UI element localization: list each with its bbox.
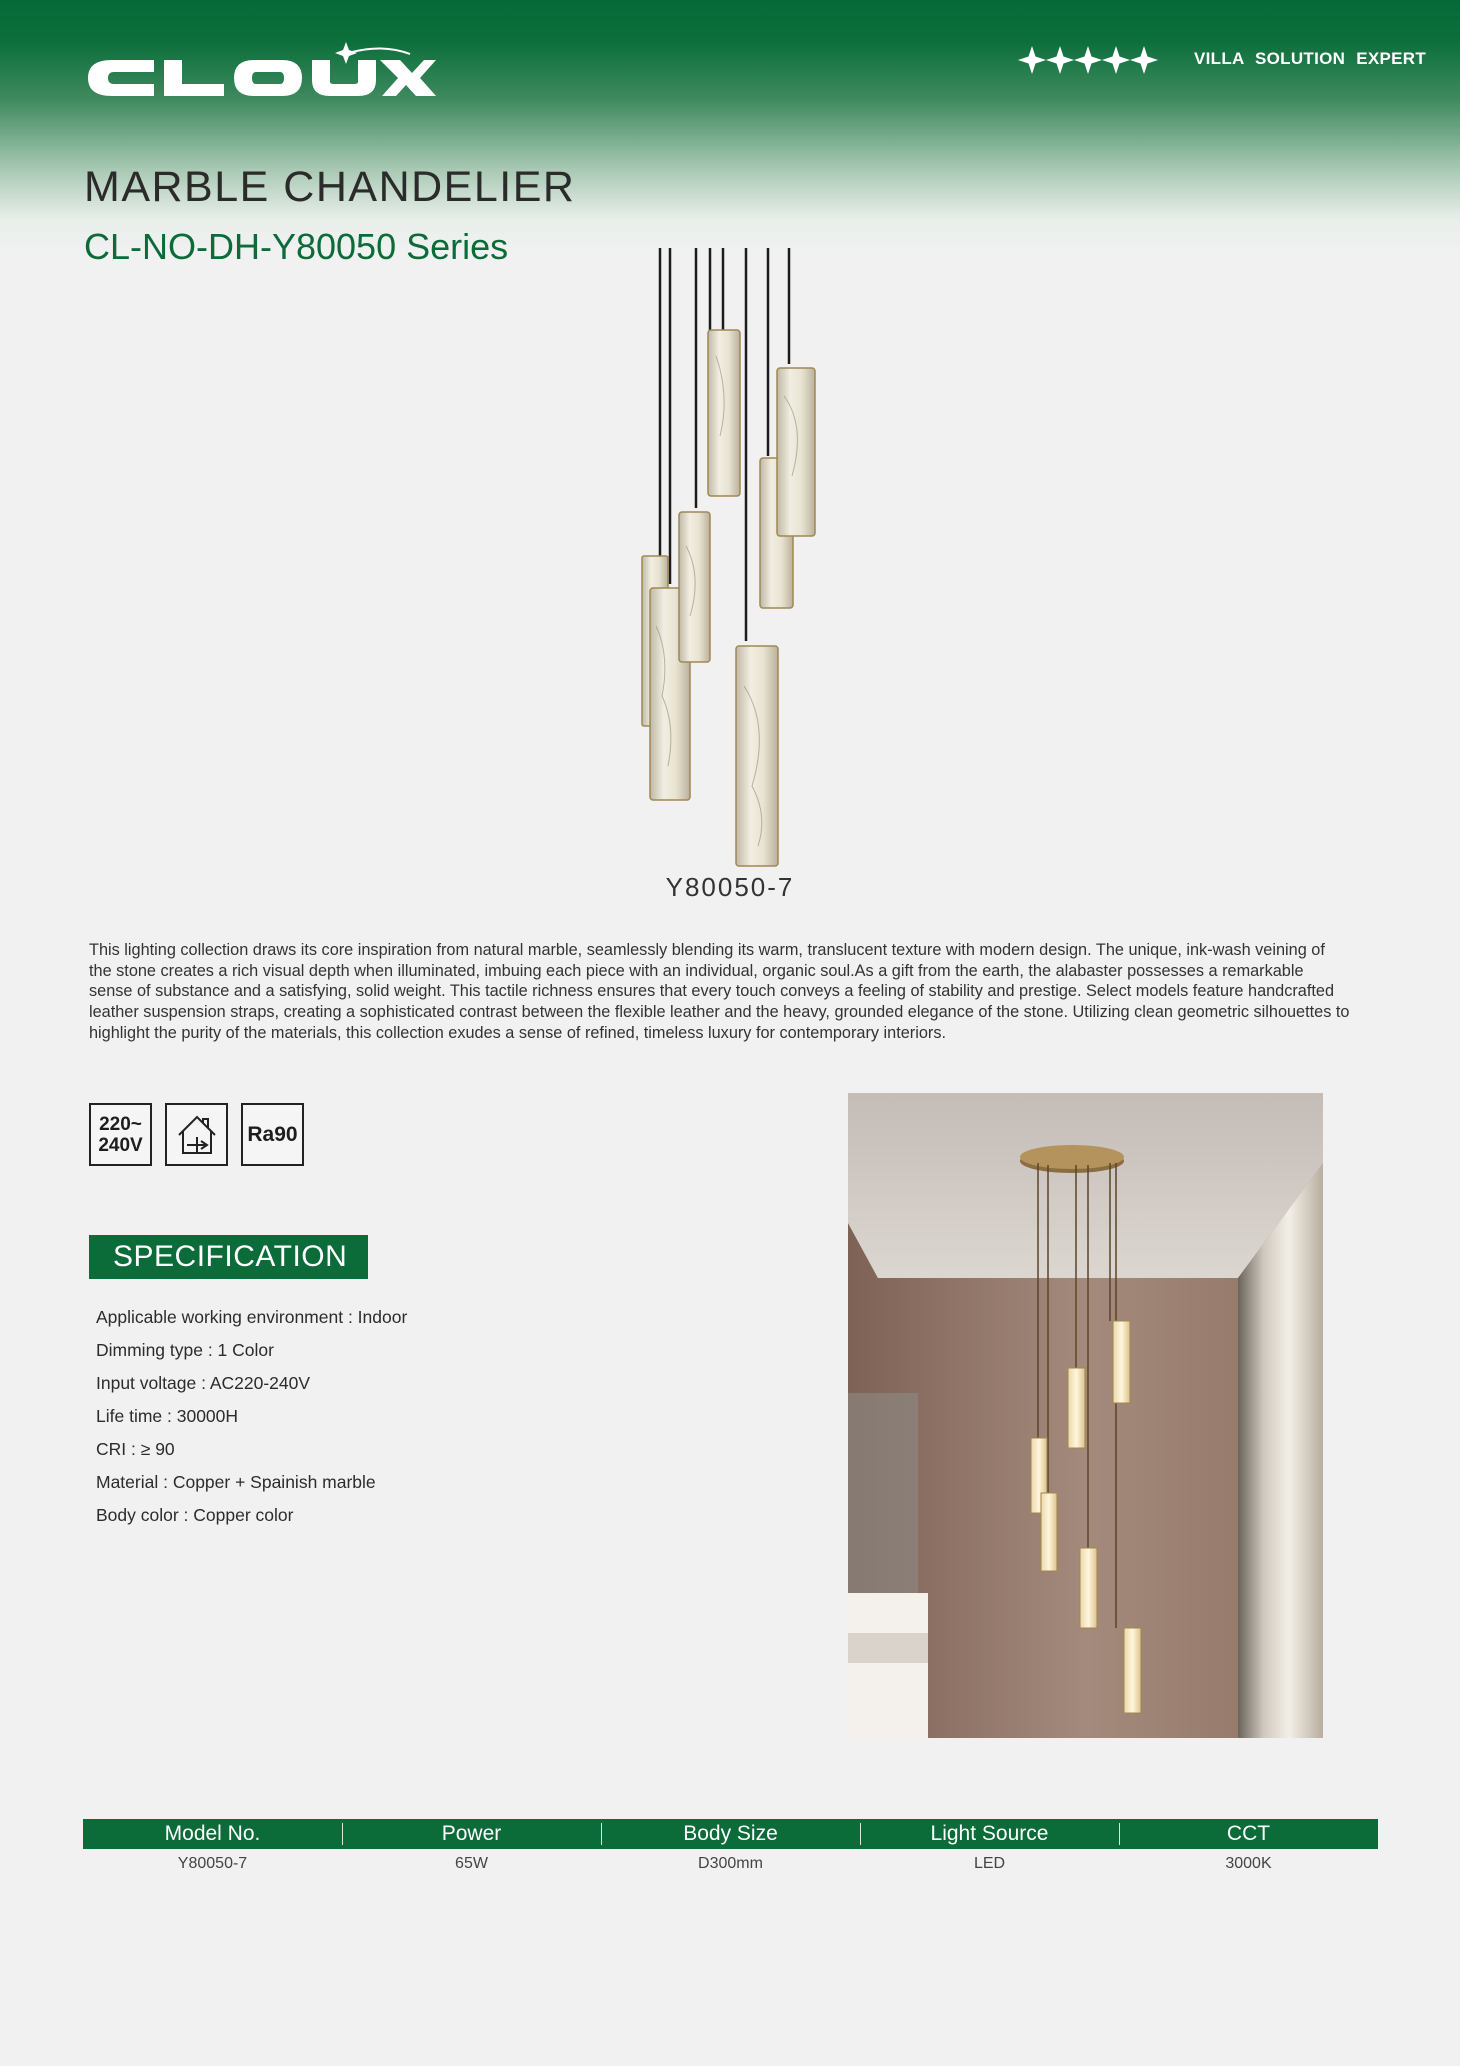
- installation-photo: [848, 1093, 1323, 1738]
- product-title: MARBLE CHANDELIER: [84, 163, 576, 211]
- specification-list: [96, 1301, 407, 1532]
- table-header-cell: Model No.: [164, 1822, 261, 1845]
- table-header-cell: Light Source: [860, 1819, 1119, 1849]
- cloux-logo: [84, 40, 436, 102]
- rating-stars-icon: [1018, 40, 1160, 80]
- spec-item: Dimming type : 1 Color: [96, 1340, 274, 1360]
- table-cell: Y80050-7: [177, 1855, 248, 1872]
- table-header-cell: CCT: [1119, 1819, 1378, 1849]
- voltage-line-2: 240V: [98, 1134, 143, 1156]
- table-cell: D300mm: [698, 1855, 763, 1872]
- model-caption: Y80050-7: [665, 872, 795, 902]
- table-header-cell: Power: [342, 1819, 601, 1849]
- feature-icons: [89, 1103, 304, 1166]
- spec-item: Applicable working environment : Indoor: [96, 1307, 408, 1327]
- product-image: [620, 246, 850, 872]
- spec-item: Input voltage : AC220-240V: [96, 1373, 311, 1393]
- table-cell: 3000K: [1225, 1855, 1272, 1872]
- table-header-row: [83, 1819, 1378, 1849]
- tagline: VILLA SOLUTION EXPERT: [1194, 49, 1427, 68]
- header-band: [0, 0, 1460, 260]
- table-cell: LED: [973, 1855, 1006, 1872]
- spec-table: [83, 1819, 1378, 1879]
- voltage-badge: [89, 1103, 152, 1166]
- spec-item: Material : Copper + Spainish marble: [96, 1472, 376, 1492]
- table-header-cell: Body Size: [601, 1819, 860, 1849]
- product-description: This lighting collection draws its core inspiration from natural marble, seamlessly blending its warm, translucent texture with modern design. The unique, ink-wash veining of the stone creates a rich visual depth when illuminated, imbuing each piece with an individual, organic soul.As a gift from the earth, the alabaster possesses a remarkable sense of substance and a satisfying, solid weight. This tactile richness ensures that every touch conveys a feeling of stability and prestige. Select models feature handcrafted leather suspension straps, creating a sophisticated contrast between the flexible leather and the heavy, grounded elegance of the stone. Utilizing clean geometric silhouettes to highlight the purity of the materials, this collection exudes a sense of refined, timeless luxury for contemporary interiors.: [89, 941, 1350, 1042]
- spec-item: CRI : ≥ 90: [96, 1439, 175, 1459]
- spec-item: Body color : Copper color: [96, 1505, 294, 1525]
- series-title: CL-NO-DH-Y80050 Series: [84, 226, 509, 267]
- ra-badge: Ra90: [241, 1103, 304, 1166]
- table-cell: 65W: [455, 1855, 488, 1872]
- table-row: [83, 1849, 1378, 1879]
- indoor-house-icon: [165, 1103, 228, 1166]
- spec-item: Life time : 30000H: [96, 1406, 239, 1426]
- specification-heading: SPECIFICATION: [89, 1235, 368, 1279]
- voltage-line-1: 220~: [99, 1113, 142, 1135]
